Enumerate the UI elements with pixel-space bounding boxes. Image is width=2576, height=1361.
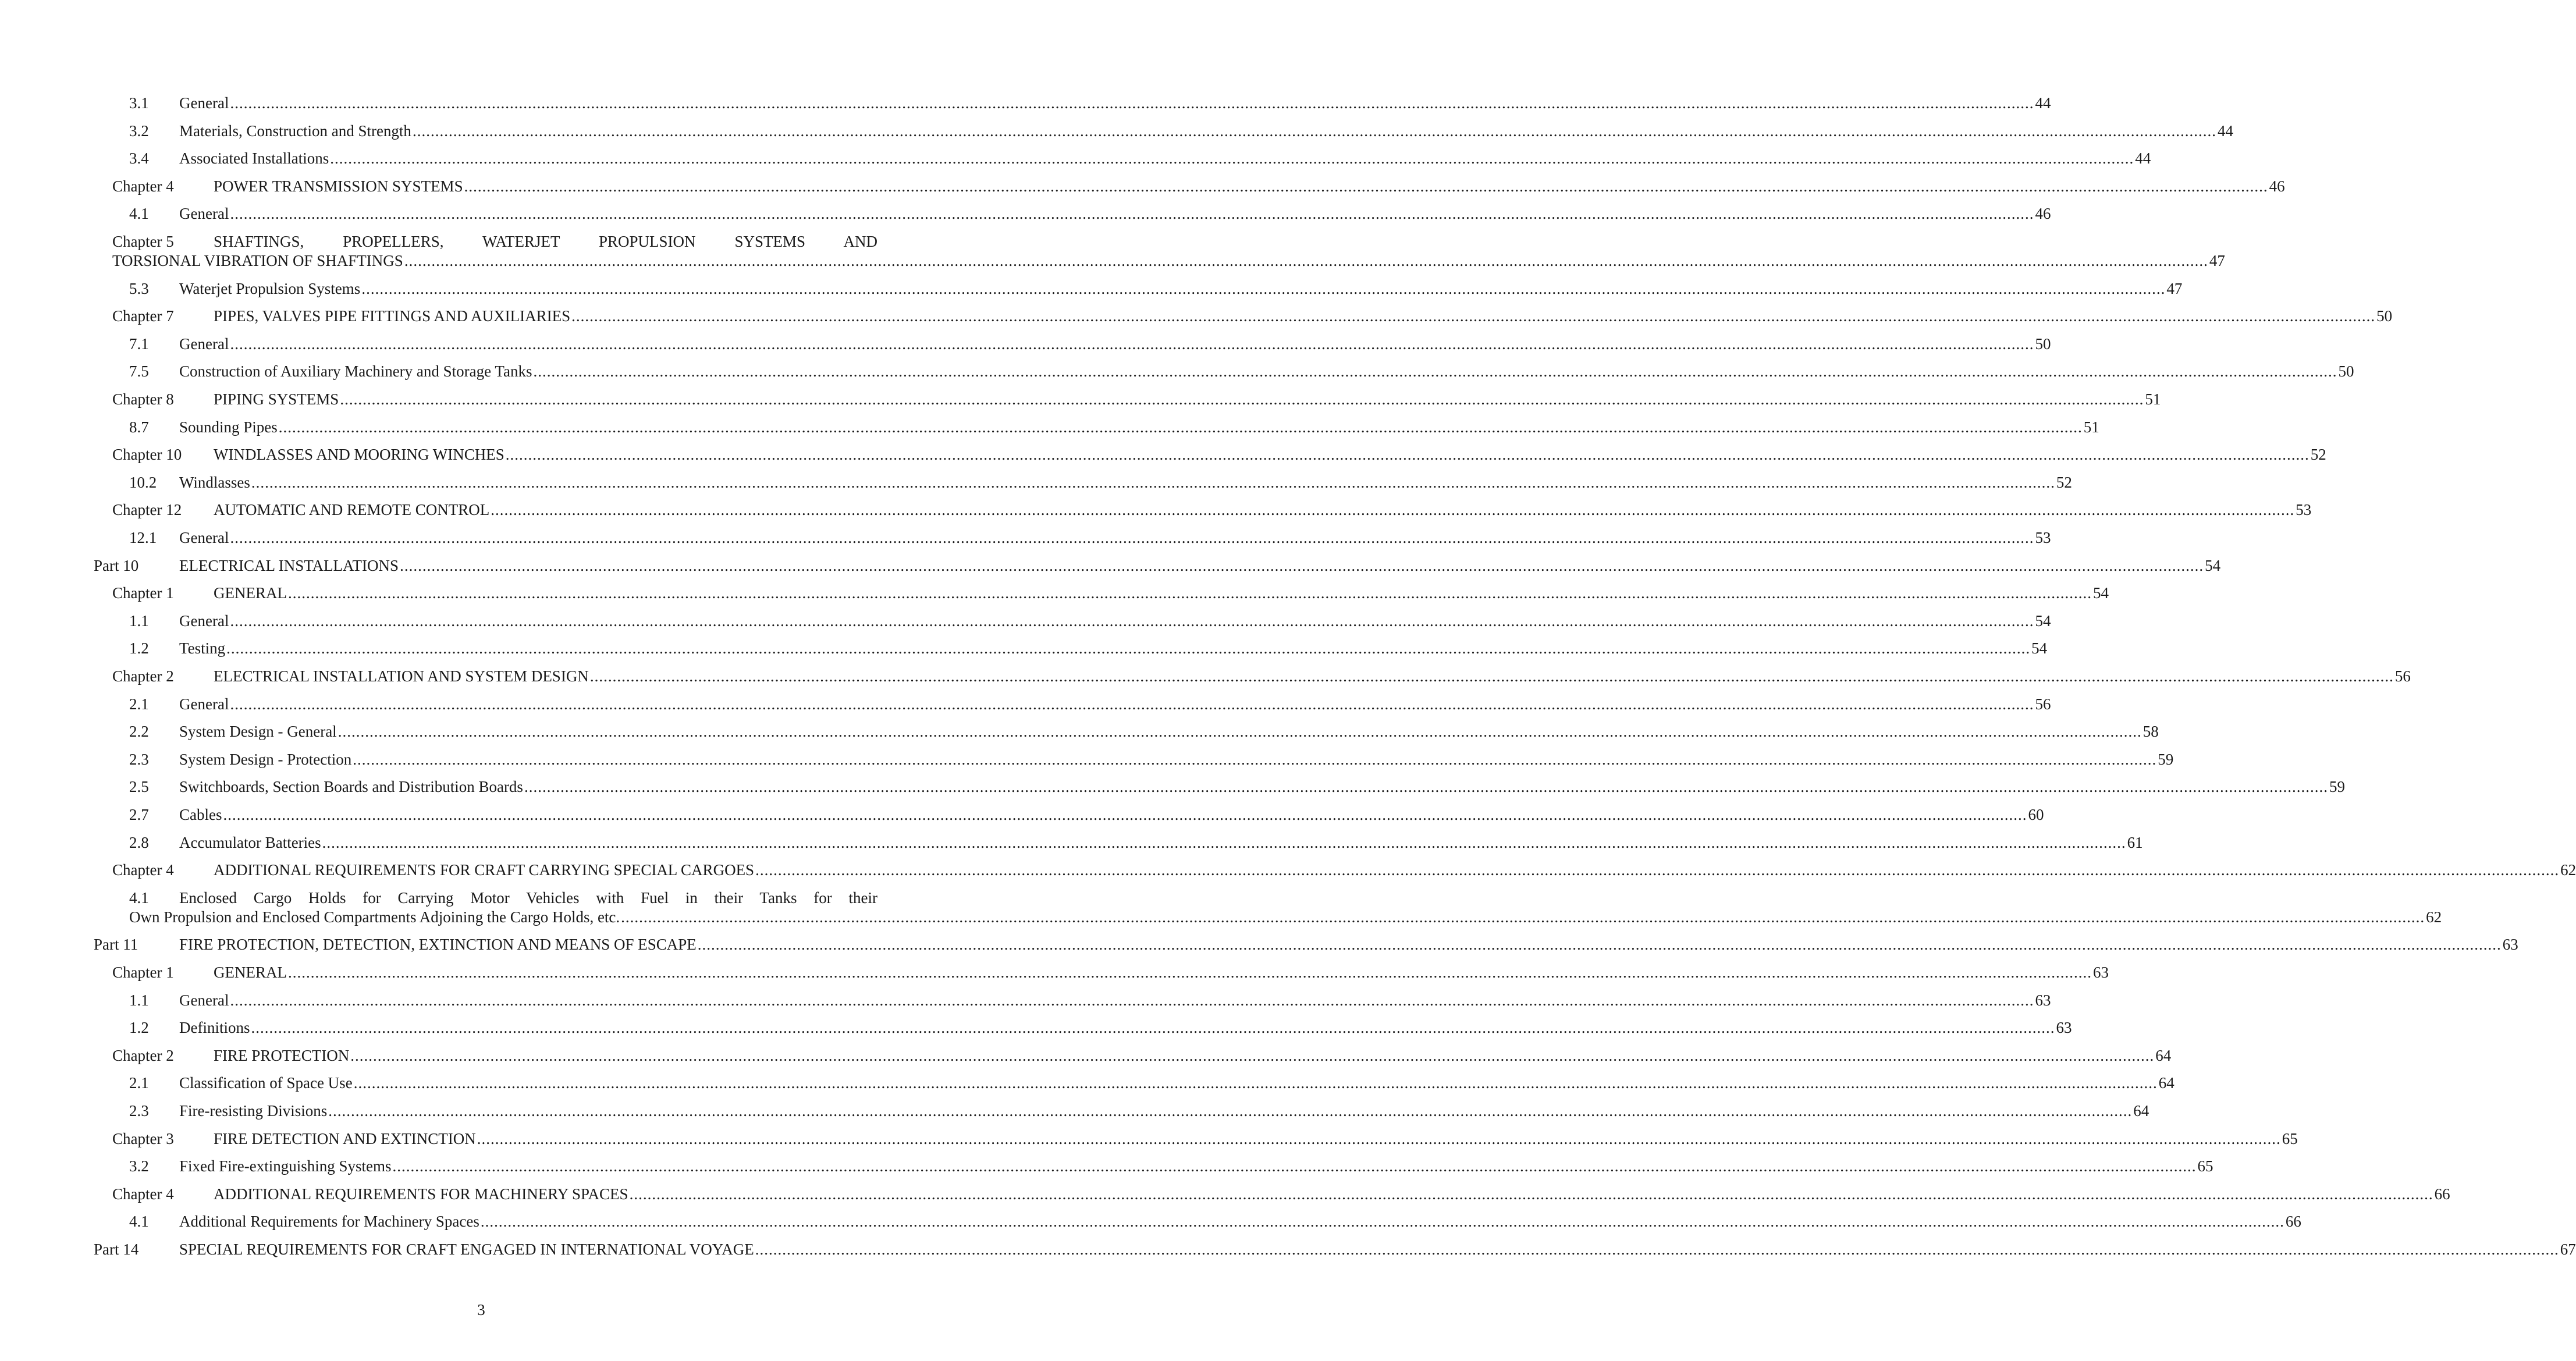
dot-leader: ................................................................................................................................................................................................................................................................................................................................................................................................................ [350,1046,2155,1064]
dot-leader: ................................................................................................................................................................................................................................................................................................................................................................................................................ [230,94,2034,112]
page-ref: 54 [2205,556,2221,574]
dot-leader: ................................................................................................................................................................................................................................................................................................................................................................................................................ [340,390,2144,408]
chapter-number: Chapter 3 [112,1129,174,1147]
page-ref: 52 [2056,473,2072,491]
page-ref: 67 [2560,1241,2576,1258]
dot-leader: ................................................................................................................................................................................................................................................................................................................................................................................................................ [328,1102,2133,1120]
dot-leader: ................................................................................................................................................................................................................................................................................................................................................................................................................ [230,695,2034,713]
page-number: 3 [477,1301,485,1319]
page-ref: 52 [2310,446,2326,464]
section-number: 4.1 [129,889,149,907]
section-number: 12.1 [129,529,157,546]
page-ref: 58 [2142,723,2159,741]
dot-leader: ................................................................................................................................................................................................................................................................................................................................................................................................................ [278,418,2083,436]
chapter-title: GENERAL [214,964,287,981]
chapter-title: AUTOMATIC AND REMOTE CONTROL [214,501,490,519]
section-number: 5.3 [129,279,149,297]
dot-leader: ................................................................................................................................................................................................................................................................................................................................................................................................................ [337,723,2142,741]
dot-leader: ................................................................................................................................................................................................................................................................................................................................................................................................................ [230,335,2034,353]
chapter-number: Chapter 7 [112,307,174,325]
dot-leader: ................................................................................................................................................................................................................................................................................................................................................................................................................ [589,667,2394,685]
chapter-title: GENERAL [214,584,287,602]
part-title: SPECIAL REQUIREMENTS FOR CRAFT ENGAGED IN INTERNATIONAL VOYAGE [179,1241,754,1258]
section-number: 2.3 [129,1102,149,1120]
chapter-number: Chapter 12 [112,501,182,519]
section-number: 4.1 [129,1213,149,1231]
page-ref: 64 [2158,1074,2175,1092]
page-ref: 63 [2035,991,2051,1009]
section-title: Associated Installations [179,150,329,168]
section-title: General [179,529,229,546]
dot-leader: ................................................................................................................................................................................................................................................................................................................................................................................................................ [505,446,2309,464]
chapter-title-continued: TORSIONAL VIBRATION OF SHAFTINGS [112,252,403,269]
page-ref: 54 [2035,612,2051,630]
chapter-title: POWER TRANSMISSION SYSTEMS [214,177,463,195]
section-title: Materials, Construction and Strength [179,122,411,140]
page-ref: 62 [2560,861,2576,879]
chapter-number: Chapter 8 [112,390,174,408]
section-title: Definitions [179,1019,250,1037]
dot-leader: ................................................................................................................................................................................................................................................................................................................................................................................................................ [230,529,2034,546]
dot-leader: ................................................................................................................................................................................................................................................................................................................................................................................................................ [330,150,2134,168]
section-title: Windlasses [179,473,250,491]
dot-leader: ................................................................................................................................................................................................................................................................................................................................................................................................................ [755,861,2560,879]
section-title: Switchboards, Section Boards and Distribution Boards [179,778,523,796]
dot-leader: ................................................................................................................................................................................................................................................................................................................................................................................................................ [629,1185,2433,1203]
part-title: ELECTRICAL INSTALLATIONS [179,556,399,574]
page-ref: 60 [2028,806,2044,823]
dot-leader: ................................................................................................................................................................................................................................................................................................................................................................................................................ [755,1241,2559,1258]
section-number: 1.1 [129,612,149,630]
section-title: Construction of Auxiliary Machinery and Storage Tanks [179,363,532,381]
dot-leader: ................................................................................................................................................................................................................................................................................................................................................................................................................ [251,1019,2055,1037]
chapter-title: PIPING SYSTEMS [214,390,339,408]
section-number: 7.1 [129,335,149,353]
section-title: General [179,94,229,112]
section-title: General [179,695,229,713]
chapter-title: FIRE PROTECTION [214,1046,350,1064]
section-title: Sounding Pipes [179,418,278,436]
page-ref: 46 [2269,177,2285,195]
dot-leader: ................................................................................................................................................................................................................................................................................................................................................................................................................ [464,177,2268,195]
section-title: Testing [179,639,226,658]
page-ref: 64 [2155,1046,2172,1064]
page-ref: 54 [2031,639,2048,658]
chapter-title: FIRE DETECTION AND EXTINCTION [214,1129,476,1147]
chapter-title: ELECTRICAL INSTALLATION AND SYSTEM DESIGN [214,667,589,685]
section-number: 3.2 [129,122,149,140]
section-title: Fixed Fire-extinguishing Systems [179,1157,392,1175]
section-number: 3.1 [129,94,149,112]
page-ref: 63 [2056,1019,2072,1037]
page-ref: 61 [2127,833,2143,851]
dot-leader: ................................................................................................................................................................................................................................................................................................................................................................................................................ [230,612,2034,630]
dot-leader: ................................................................................................................................................................................................................................................................................................................................................................................................................ [361,279,2166,297]
section-number: 2.1 [129,695,149,713]
section-title: System Design - General [179,723,337,741]
chapter-title: SHAFTINGS, PROPELLERS, WATERJET PROPULSION SYSTEMS AND [214,233,877,250]
dot-leader: ................................................................................................................................................................................................................................................................................................................................................................................................................ [621,908,2425,926]
dot-leader: ................................................................................................................................................................................................................................................................................................................................................................................................................ [226,639,2031,658]
chapter-number: Chapter 2 [112,667,174,685]
section-number: 2.3 [129,750,149,768]
section-number: 8.7 [129,418,149,436]
dot-leader: ................................................................................................................................................................................................................................................................................................................................................................................................................ [697,936,2502,954]
page-ref: 64 [2133,1102,2149,1120]
section-title: Accumulator Batteries [179,833,321,851]
section-title: General [179,991,229,1009]
page-ref: 56 [2394,667,2411,685]
section-number: 2.7 [129,806,149,823]
dot-leader: ................................................................................................................................................................................................................................................................................................................................................................................................................ [404,252,2208,269]
section-number: 2.5 [129,778,149,796]
page-ref: 44 [2217,122,2233,140]
dot-leader: ................................................................................................................................................................................................................................................................................................................................................................................................................ [400,556,2204,574]
chapter-number: Chapter 4 [112,861,174,879]
dot-leader: ................................................................................................................................................................................................................................................................................................................................................................................................................ [230,991,2034,1009]
page-ref: 53 [2296,501,2312,519]
page-ref: 44 [2035,94,2051,112]
page-ref: 59 [2329,778,2345,796]
dot-leader: ................................................................................................................................................................................................................................................................................................................................................................................................................ [353,1074,2158,1092]
section-title: Waterjet Propulsion Systems [179,279,361,297]
section-title: System Design - Protection [179,750,352,768]
section-number: 2.2 [129,723,149,741]
chapter-number: Chapter 4 [112,1185,174,1203]
dot-leader: ................................................................................................................................................................................................................................................................................................................................................................................................................ [412,122,2216,140]
section-title: Cables [179,806,222,823]
page-ref: 51 [2145,390,2161,408]
dot-leader: ................................................................................................................................................................................................................................................................................................................................................................................................................ [353,750,2157,768]
dot-leader: ................................................................................................................................................................................................................................................................................................................................................................................................................ [322,833,2126,851]
page-ref: 63 [2502,936,2518,954]
dot-leader: ................................................................................................................................................................................................................................................................................................................................................................................................................ [251,473,2055,491]
section-title: Classification of Space Use [179,1074,353,1092]
dot-leader: ................................................................................................................................................................................................................................................................................................................................................................................................................ [223,806,2027,823]
section-number: 2.8 [129,833,149,851]
page-ref: 50 [2338,363,2354,381]
section-number: 3.4 [129,150,149,168]
dot-leader: ................................................................................................................................................................................................................................................................................................................................................................................................................ [491,501,2295,519]
section-number: 2.1 [129,1074,149,1092]
dot-leader: ................................................................................................................................................................................................................................................................................................................................................................................................................ [571,307,2376,325]
page-ref: 62 [2426,908,2442,926]
page-ref: 65 [2282,1129,2298,1147]
dot-leader: ................................................................................................................................................................................................................................................................................................................................................................................................................ [533,363,2337,381]
dot-leader: ................................................................................................................................................................................................................................................................................................................................................................................................................ [287,964,2092,981]
part-number: Part 10 [94,556,139,574]
page-ref: 46 [2035,205,2051,223]
page-ref: 51 [2083,418,2099,436]
dot-leader: ................................................................................................................................................................................................................................................................................................................................................................................................................ [392,1157,2197,1175]
page-ref: 47 [2166,279,2183,297]
section-number: 1.2 [129,639,149,658]
section-title: General [179,335,229,353]
dot-leader: ................................................................................................................................................................................................................................................................................................................................................................................................................ [477,1129,2281,1147]
page-ref: 63 [2092,964,2109,981]
page-ref: 47 [2209,252,2225,269]
page-ref: 66 [2285,1213,2301,1231]
page-ref: 53 [2035,529,2051,546]
chapter-number: Chapter 5 [112,233,174,250]
part-number: Part 11 [94,936,138,954]
chapter-number: Chapter 10 [112,446,182,464]
chapter-number: Chapter 1 [112,584,174,602]
dot-leader: ................................................................................................................................................................................................................................................................................................................................................................................................................ [480,1213,2284,1231]
section-number: 10.2 [129,473,157,491]
page-ref: 54 [2092,584,2109,602]
page-ref: 56 [2035,695,2051,713]
dot-leader: ................................................................................................................................................................................................................................................................................................................................................................................................................ [524,778,2328,796]
section-title-continued: Own Propulsion and Enclosed Compartments Adjoining the Cargo Holds, etc. [129,908,620,926]
part-title: FIRE PROTECTION, DETECTION, EXTINCTION AND MEANS OF ESCAPE [179,936,697,954]
section-number: 1.1 [129,991,149,1009]
section-title: Enclosed Cargo Holds for Carrying Motor Vehicles with Fuel in their Tanks for their [179,889,877,907]
page-ref: 59 [2158,750,2174,768]
page-ref: 44 [2135,150,2151,168]
section-title: Fire-resisting Divisions [179,1102,328,1120]
section-number: 4.1 [129,205,149,223]
page-ref: 65 [2197,1157,2213,1175]
chapter-title: ADDITIONAL REQUIREMENTS FOR CRAFT CARRYING SPECIAL CARGOES [214,861,755,879]
chapter-title: WINDLASSES AND MOORING WINCHES [214,446,504,464]
chapter-number: Chapter 2 [112,1046,174,1064]
part-number: Part 14 [94,1241,139,1258]
page-ref: 66 [2434,1185,2450,1203]
section-number: 3.2 [129,1157,149,1175]
section-number: 1.2 [129,1019,149,1037]
dot-leader: ................................................................................................................................................................................................................................................................................................................................................................................................................ [287,584,2092,602]
page-ref: 50 [2035,335,2051,353]
section-title: General [179,612,229,630]
dot-leader: ................................................................................................................................................................................................................................................................................................................................................................................................................ [230,205,2034,223]
section-title: Additional Requirements for Machinery Spaces [179,1213,479,1231]
page-ref: 50 [2376,307,2393,325]
chapter-number: Chapter 1 [112,964,174,981]
section-title: General [179,205,229,223]
chapter-title: PIPES, VALVES PIPE FITTINGS AND AUXILIARIES [214,307,571,325]
chapter-number: Chapter 4 [112,177,174,195]
chapter-title: ADDITIONAL REQUIREMENTS FOR MACHINERY SPACES [214,1185,628,1203]
section-number: 7.5 [129,363,149,381]
